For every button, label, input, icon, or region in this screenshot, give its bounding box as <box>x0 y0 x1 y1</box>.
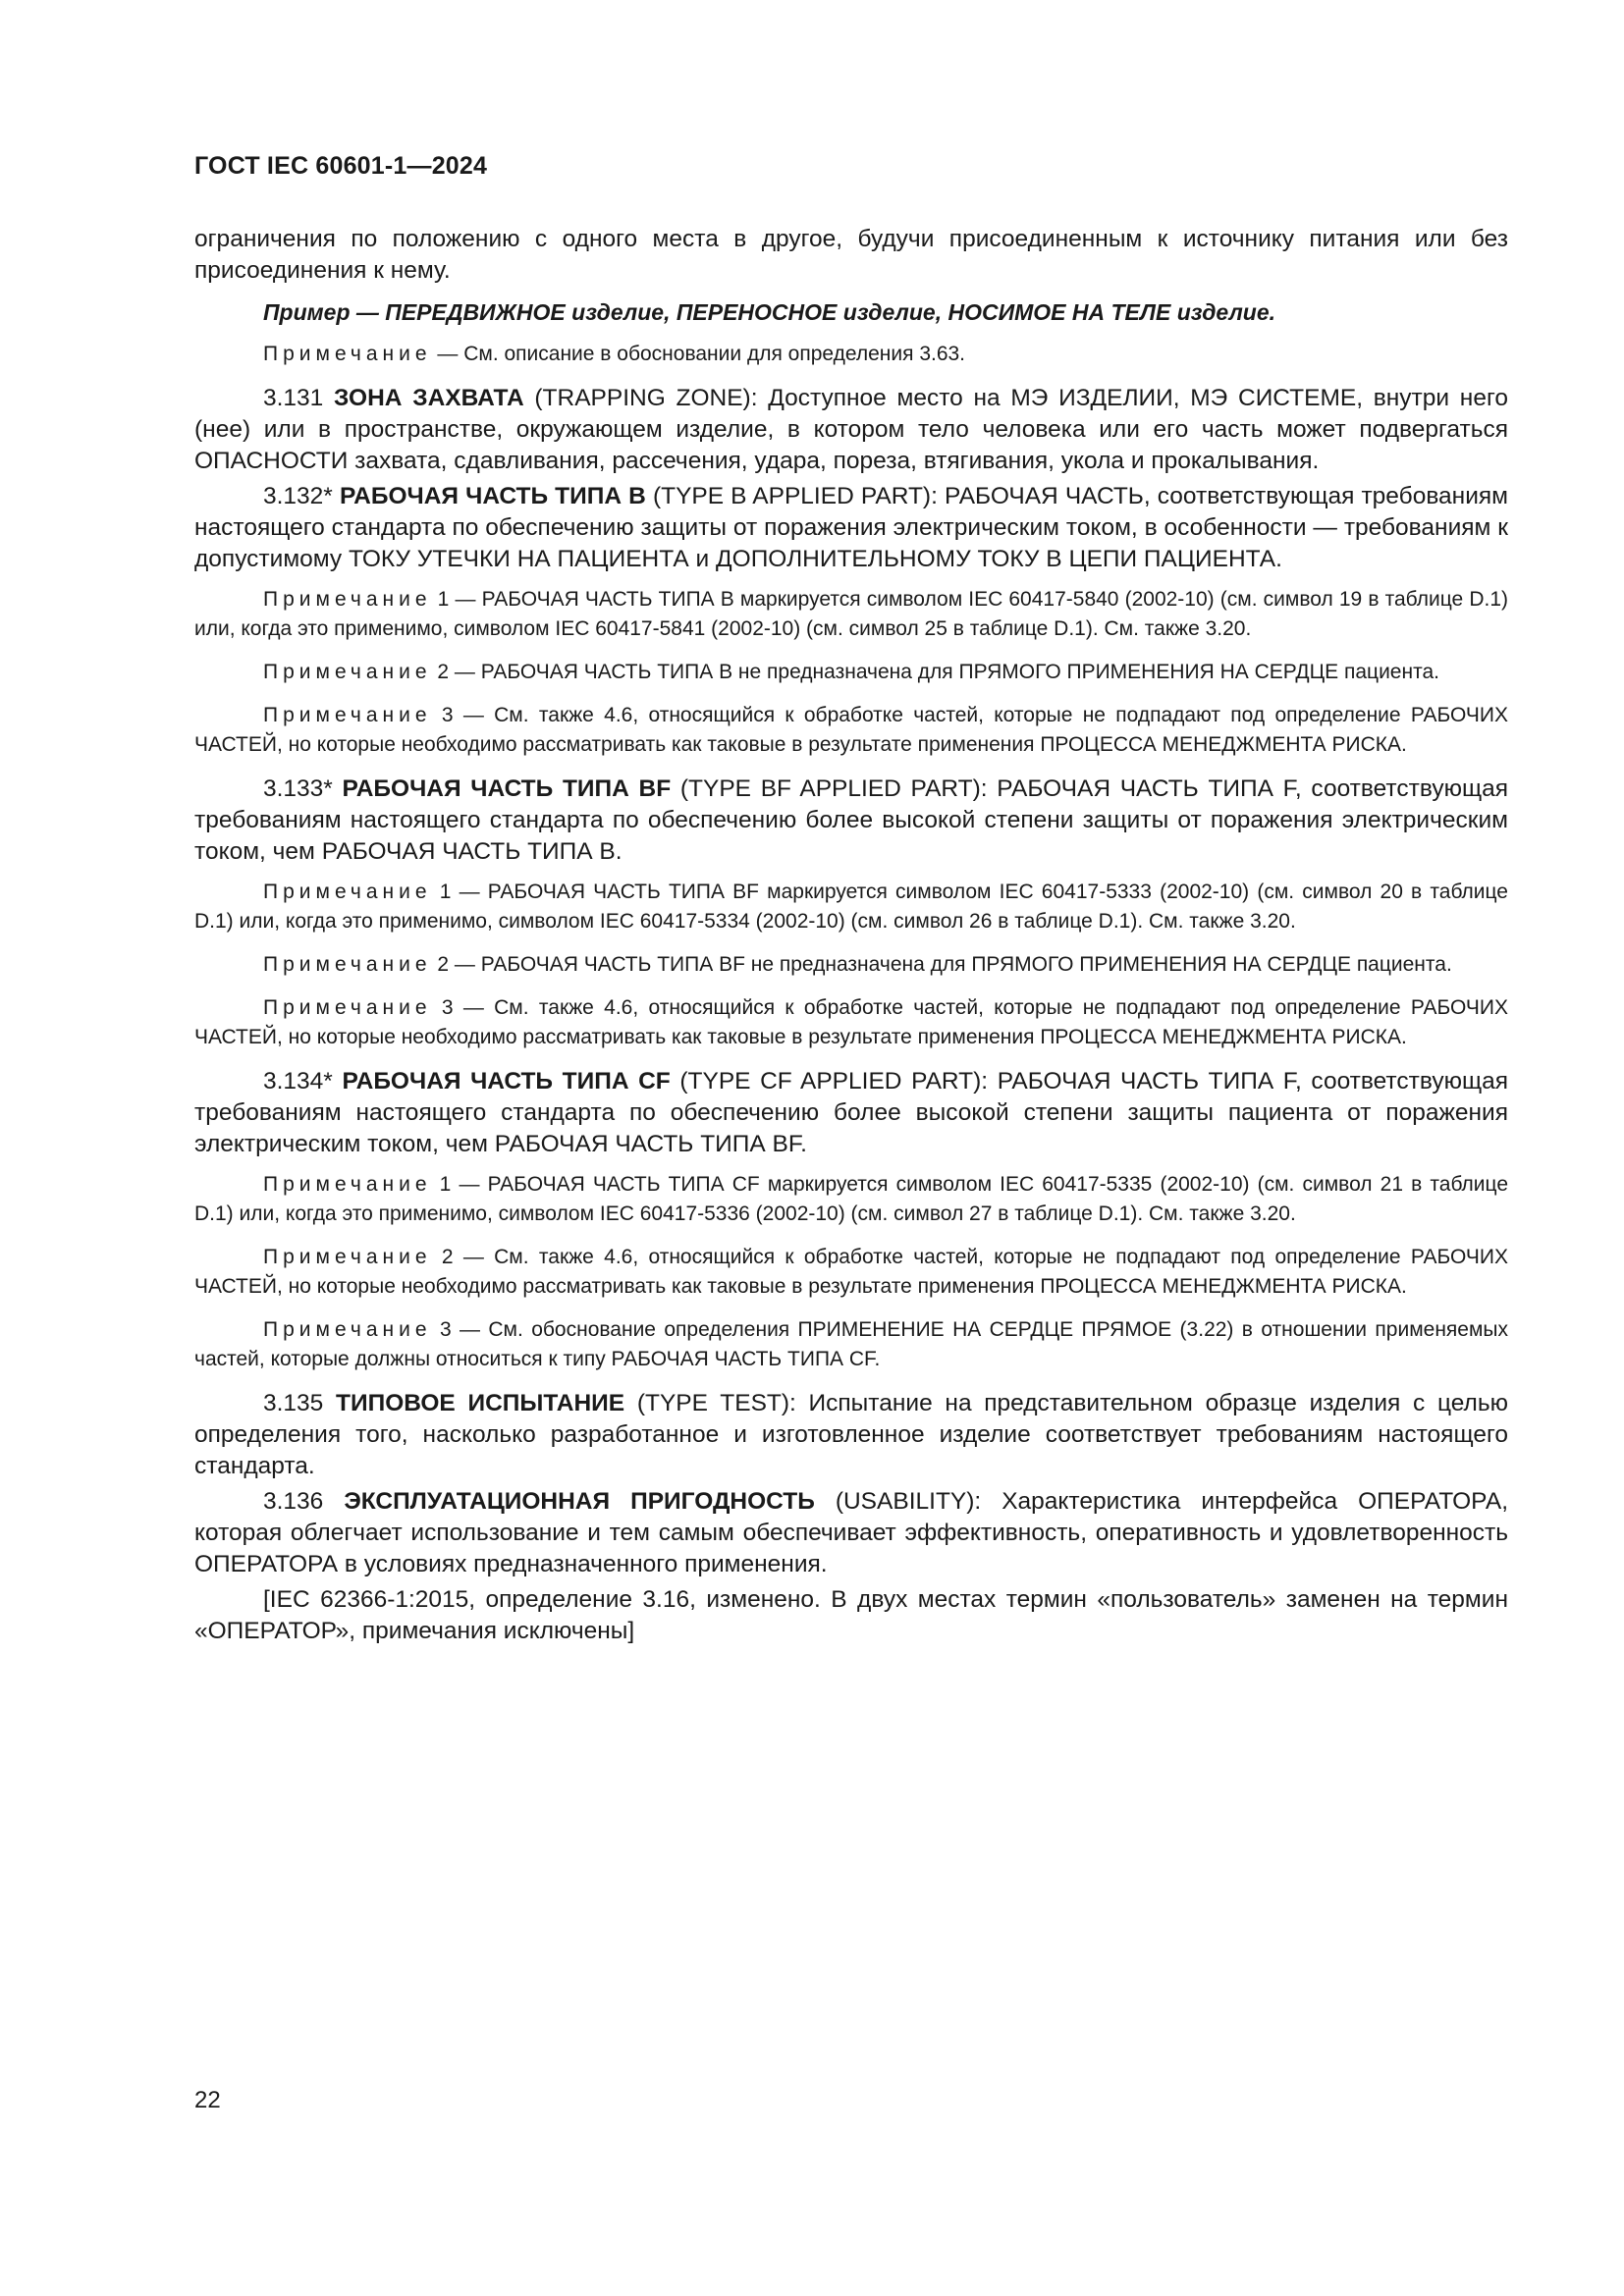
definition-3-132 <box>194 481 1508 575</box>
definition-3-135 <box>194 1388 1508 1482</box>
definition-number: 3.134* <box>263 1068 343 1095</box>
note-text: 3 — См. также 4.6, относящийся к обработке частей, которые не подпадают под определение РАБОЧИХ ЧАСТЕЙ, но которые необходимо рассматривать как таковые в результате применения ПРОЦЕССА МЕНЕДЖМЕНТА РИСКА. <box>194 996 1508 1048</box>
definition-term: ЗОНА ЗАХВАТА <box>334 385 524 411</box>
definition-3-136 <box>194 1486 1508 1580</box>
definition-number: 3.133* <box>263 775 343 802</box>
note-label: Примечание <box>263 996 432 1019</box>
note-text: 3 — См. также 4.6, относящийся к обработке частей, которые не подпадают под определение РАБОЧИХ ЧАСТЕЙ, но которые необходимо рассматривать как таковые в результате применения ПРОЦЕССА МЕНЕДЖМЕНТА РИСКА. <box>194 704 1508 756</box>
definition-3-134 <box>194 1066 1508 1160</box>
document-header: ГОСТ IEC 60601-1—2024 <box>194 152 488 180</box>
note-label: Примечание <box>263 1173 432 1196</box>
note-text: 1 — РАБОЧАЯ ЧАСТЬ ТИПА В маркируется символом IEC 60417-5840 (2002-10) (см. символ 19 в таблице D.1) или, когда это применимо, символом IEC 60417-5841 (2002-10) (см. символ 25 в таблице D.1). См. также 3.20. <box>194 588 1508 640</box>
note <box>194 585 1508 644</box>
note <box>194 1243 1508 1302</box>
note-text: — См. описание в обосновании для определения 3.63. <box>431 343 966 365</box>
definition-text: (USABILITY): Характеристика интерфейса ОПЕРАТОРА, которая облегчает использование и тем самым обеспечивает эффективность, оперативность и удовлетворенность ОПЕРАТОРА в условиях предназначенного применения. <box>194 1488 1508 1577</box>
definition-number: 3.132* <box>263 483 340 509</box>
definition-3-133 <box>194 774 1508 868</box>
definition-number: 3.135 <box>263 1390 337 1416</box>
definition-number: 3.131 <box>263 385 335 411</box>
note <box>194 950 1508 980</box>
note-label: Примечание <box>263 881 432 903</box>
note-label: Примечание <box>263 661 432 683</box>
definition-text: (TYPE BF APPLIED PART): РАБОЧАЯ ЧАСТЬ ТИПА F, соответствующая требованиям настоящего стандарта по обеспечению более высокой степени защиты от поражения электрическим током, чем РАБОЧАЯ ЧАСТЬ ТИПА В. <box>194 775 1509 865</box>
note-label: Примечание <box>263 1318 432 1341</box>
note-text: 3 — См. обоснование определения ПРИМЕНЕНИЕ НА СЕРДЦЕ ПРЯМОЕ (3.22) в отношении применяемых частей, которые должны относиться к типу РАБОЧАЯ ЧАСТЬ ТИПА CF. <box>194 1318 1508 1370</box>
note <box>194 340 1508 369</box>
definition-term: РАБОЧАЯ ЧАСТЬ ТИПА BF <box>342 775 672 802</box>
note-label: Примечание <box>263 953 432 976</box>
note <box>194 1315 1508 1374</box>
definition-text: (TYPE TEST): Испытание на представительном образце изделия с целью определения того, насколько разработанное и изготовленное изделие соответствует требованиям настоящего стандарта. <box>194 1390 1508 1479</box>
definition-term: ТИПОВОЕ ИСПЫТАНИЕ <box>336 1390 625 1416</box>
note <box>194 878 1508 936</box>
definition-term: РАБОЧАЯ ЧАСТЬ ТИПА В <box>339 483 646 509</box>
note-label: Примечание <box>263 704 432 726</box>
note-text: 2 — См. также 4.6, относящийся к обработке частей, которые не подпадают под определение РАБОЧИХ ЧАСТЕЙ, но которые необходимо рассматривать как таковые в результате применения ПРОЦЕССА МЕНЕДЖМЕНТА РИСКА. <box>194 1246 1508 1298</box>
page-body <box>194 224 1508 1657</box>
note-text: 1 — РАБОЧАЯ ЧАСТЬ ТИПА BF маркируется символом IEC 60417-5333 (2002-10) (см. символ 20 в таблице D.1) или, когда это применимо, символом IEC 60417-5334 (2002-10) (см. символ 26 в таблице D.1). См. также 3.20. <box>194 881 1508 933</box>
page-number: 22 <box>194 2087 221 2113</box>
definition-3-131 <box>194 383 1508 477</box>
note-text: 1 — РАБОЧАЯ ЧАСТЬ ТИПА CF маркируется символом IEC 60417-5335 (2002-10) (см. символ 21 в таблице D.1) или, когда это применимо, символом IEC 60417-5336 (2002-10) (см. символ 27 в таблице D.1). См. также 3.20. <box>194 1173 1508 1225</box>
note-text: 2 — РАБОЧАЯ ЧАСТЬ ТИПА BF не предназначена для ПРЯМОГО ПРИМЕНЕНИЯ НА СЕРДЦЕ пациента. <box>431 953 1452 976</box>
note-label: Примечание <box>263 588 432 611</box>
definition-text: (TYPE B APPLIED PART): РАБОЧАЯ ЧАСТЬ, соответствующая требованиям настоящего стандарта по обеспечению защиты от поражения электрическим током, в особенности — требованиям к допустимому ТОКУ УТЕЧКИ НА ПАЦИЕНТА и ДОПОЛНИТЕЛЬНОМУ ТОКУ В ЦЕПИ ПАЦИЕНТА. <box>194 483 1509 572</box>
note <box>194 993 1508 1052</box>
paragraph-continuation: ограничения по положению с одного места в другое, будучи присоединенным к источнику питания или без присоединения к нему. <box>194 226 1508 284</box>
definition-term: ЭКСПЛУАТАЦИОННАЯ ПРИГОДНОСТЬ <box>344 1488 815 1515</box>
note <box>194 1170 1508 1229</box>
definition-term: РАБОЧАЯ ЧАСТЬ ТИПА CF <box>342 1068 671 1095</box>
note <box>194 658 1508 687</box>
example-line: Пример — ПЕРЕДВИЖНОЕ изделие, ПЕРЕНОСНОЕ изделие, НОСИМОЕ НА ТЕЛЕ изделие. <box>263 299 1276 325</box>
note <box>194 701 1508 760</box>
definition-text: (TRAPPING ZONE): Доступное место на МЭ ИЗДЕЛИИ, МЭ СИСТЕМЕ, внутри него (нее) или в пространстве, окружающем изделие, в котором тело человека или его часть может подвергаться ОПАСНОСТИ захвата, сдавливания, рассечения, удара, пореза, втягивания, укола и прокалывания. <box>194 385 1508 474</box>
definition-number: 3.136 <box>263 1488 345 1515</box>
definition-text: (TYPE CF APPLIED PART): РАБОЧАЯ ЧАСТЬ ТИПА F, соответствующая требованиям настоящего стандарта по обеспечению более высокой степени защиты пациента от поражения электрическим током, чем РАБОЧАЯ ЧАСТЬ ТИПА BF. <box>194 1068 1508 1157</box>
note-text: 2 — РАБОЧАЯ ЧАСТЬ ТИПА В не предназначена для ПРЯМОГО ПРИМЕНЕНИЯ НА СЕРДЦЕ пациента. <box>431 661 1439 683</box>
note-label: Примечание <box>263 1246 432 1268</box>
source-reference: [IEC 62366-1:2015, определение 3.16, изменено. В двух местах термин «пользователь» заменен на термин «ОПЕРАТОР», примечания исключены] <box>194 1586 1508 1644</box>
note-label: Примечание <box>263 343 432 365</box>
